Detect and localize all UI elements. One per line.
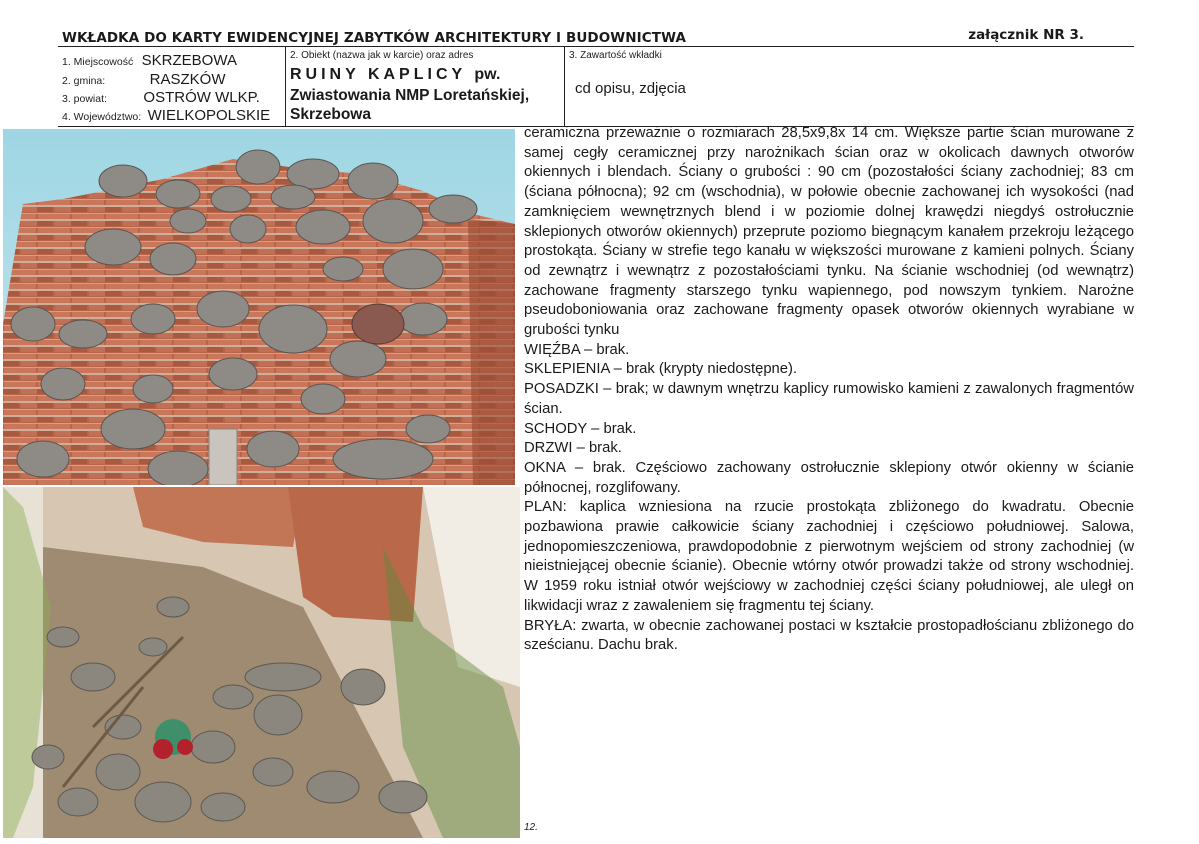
description-vaults: SKLEPIENIA – brak (krypty niedostępne). [524, 361, 798, 378]
annex-number: załącznik NR 3. [968, 27, 1084, 43]
description-massing: BRYŁA: zwarta, w obecnie zachowanej postaci w kształcie prostopadłościanu zbliżonego do sześcianu. Dachu brak. [524, 617, 1134, 654]
voivodeship-value: WIELKOPOLSKIE [147, 107, 271, 124]
voivodeship-label: 4. Województwo: [62, 111, 142, 123]
location-column [58, 46, 286, 126]
photo-wall-ruin [3, 129, 515, 485]
commune-label: 2. gmina: [62, 75, 106, 87]
contents-label: 3. Zawartość wkładki [569, 50, 662, 61]
page-number: 12. [524, 822, 538, 833]
town-value: SKRZEBOWA [141, 52, 237, 69]
description-stairs: SCHODY – brak. [524, 420, 637, 437]
description-plan: PLAN: kaplica wzniesiona na rzucie prostokąta zbliżonego do kwadratu. Obecnie pozbawiona prawie całkowicie ściany zachodniej i częściowo południowej. Salowa, jednopomieszczeniowa, prawdopodobnie z pierwotnym wejściem od strony zachodniej (w nieistniejącej obecnie ścianie). Obecnie wtórny otwór prowadzi także od strony wschodniej. W 1959 roku istniał otwór wejściowy w zachodniej części ściany południowej, ale uległ on likwidacji wraz z zawaleniem się fragmentu tej ściany. [524, 499, 1134, 614]
document-title: WKŁADKA DO KARTY EWIDENCYJNEJ ZABYTKÓW ARCHITEKTURY I BUDOWNICTWA [62, 30, 687, 46]
location-row-town [62, 52, 237, 70]
wall-photo-image [3, 129, 515, 485]
description-paragraph: ceramiczna przeważnie o rozmiarach 28,5x9,8x 14 cm. Większe partie ścian murowane z samej cegły ceramicznej przy narożnikach ścian oraz w okolicach dawnych otworów okiennych i blendach. Ściany o grubości : 90 cm (pozostałości ściany zachodniej; 83 cm (ściana północna); 92 cm (wschodnia), w połowie obecnie zachowanej ich wysokości (nad zamknięciem wewnętrznych blend i w poziomie dolnej krawędzi niegdyś ostrołucznie sklepionych otworów okiennych) przeprute poziomo biegnącym kanałem przekroju leżącego prostokąta. Ściany w strefie tego kanału w większości murowane z kamieni polnych. Ściany od zewnątrz i wewnątrz z pozostałościami tynku. Na ścianie wschodniej (od wewnątrz) zachowane fragmenty starszego tynku wapiennego, pod nowszym tynkiem. Narożne pseudoboniowania oraz zachowane fragmenty opasek otworów okiennych wyrabiane w grubości tynku [524, 125, 1134, 339]
object-dedication: Zwiastowania NMP Loretańskiej, [290, 87, 530, 104]
object-address: Skrzebowa [290, 106, 371, 123]
object-label: 2. Obiekt (nazwa jak w karcie) oraz adres [290, 50, 474, 61]
object-name [290, 66, 500, 84]
description-text [524, 124, 1134, 656]
description-doors: DRZWI – brak. [524, 440, 622, 457]
town-label: 1. Miejscowość [62, 56, 134, 68]
location-row-commune [62, 71, 226, 89]
object-name-suffix: pw. [474, 66, 501, 83]
contents-value: cd opisu, zdjęcia [575, 80, 686, 97]
photo-interior-rubble [3, 487, 520, 838]
header-table [58, 46, 1134, 127]
commune-value: RASZKÓW [149, 71, 226, 88]
description-roof-truss: WIĘŹBA – brak. [524, 341, 630, 358]
county-value: OSTRÓW WLKP. [143, 89, 260, 106]
object-name-main: RUINY KAPLICY [290, 66, 466, 83]
county-label: 3. powiat: [62, 93, 107, 105]
location-row-voivodeship [62, 107, 270, 125]
description-windows: OKNA – brak. Częściowo zachowany ostrołucznie sklepiony otwór okienny w ścianie północnej, rozglifowany. [524, 459, 1134, 496]
object-column [286, 46, 565, 126]
location-row-county [62, 89, 260, 107]
contents-column [565, 46, 1134, 126]
rubble-photo-image [3, 487, 520, 838]
description-floors: POSADZKI – brak; w dawnym wnętrzu kaplicy rumowisko kamieni z zawalonych fragmentów ścian. [524, 381, 1134, 417]
